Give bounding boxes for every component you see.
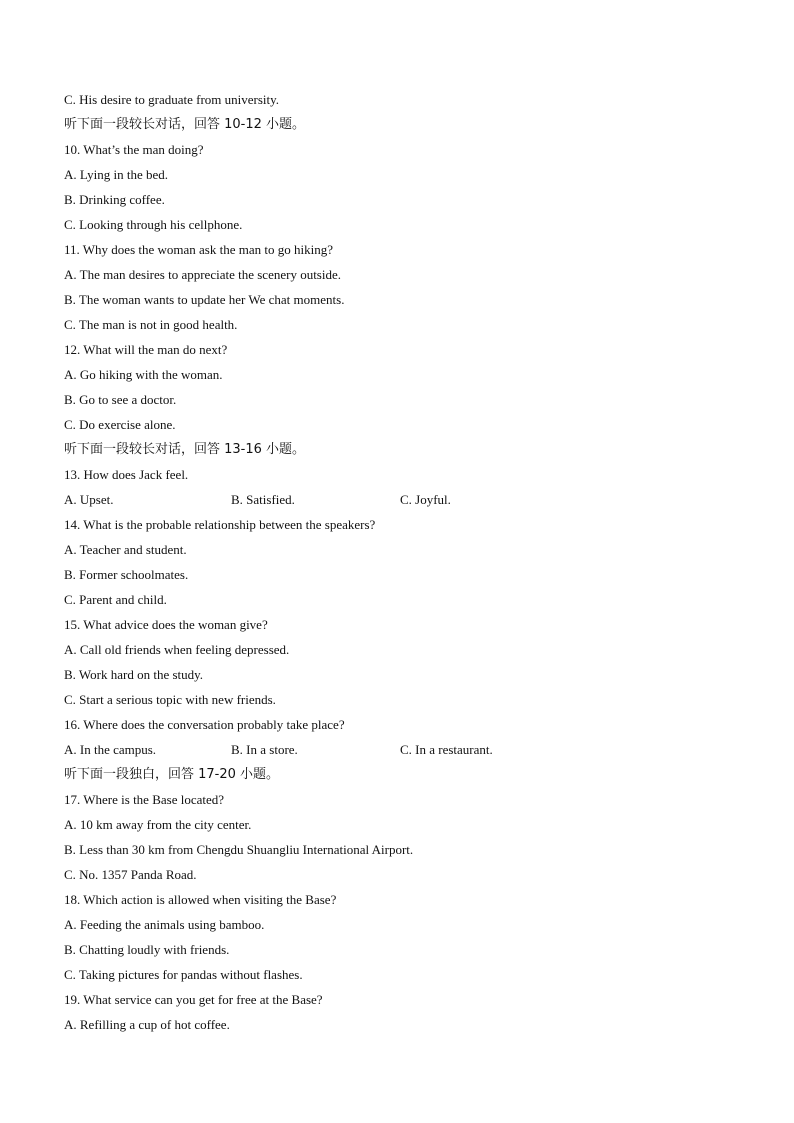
option-text: A. In the campus.: [64, 742, 157, 757]
option-text: B. Go to see a doctor.: [64, 392, 177, 407]
option-text: A. Lying in the bed.: [64, 167, 168, 182]
option-text: A. Refilling a cup of hot coffee.: [64, 1017, 230, 1032]
option-text: B. Work hard on the study.: [64, 667, 204, 682]
question-text: 13. How does Jack feel.: [64, 467, 189, 482]
option-text: B. Chatting loudly with friends.: [64, 942, 230, 957]
section-instruction: 听下面一段独白，回答 17-20 小题。: [64, 767, 280, 782]
option-text: A. Call old friends when feeling depressed.: [64, 642, 290, 657]
option-text: C. No. 1357 Panda Road.: [64, 867, 197, 882]
option-text: A. Upset.: [64, 492, 114, 507]
option-text: A. Teacher and student.: [64, 542, 187, 557]
option-text: C. Joyful.: [400, 492, 451, 507]
section-instruction: 听下面一段较长对话，回答 10-12 小题。: [64, 117, 306, 132]
question-text: 12. What will the man do next?: [64, 342, 228, 357]
option-row: [64, 737, 744, 762]
question-text: 14. What is the probable relationship between the speakers?: [64, 517, 376, 532]
option-text: C. His desire to graduate from university.: [64, 92, 280, 107]
exam-text-body: [64, 87, 744, 1037]
option-text: A. 10 km away from the city center.: [64, 817, 252, 832]
question-text: 18. Which action is allowed when visiting the Base?: [64, 892, 337, 907]
option-text: C. Start a serious topic with new friends.: [64, 692, 276, 707]
question-text: 15. What advice does the woman give?: [64, 617, 268, 632]
option-text: B. The woman wants to update her We chat moments.: [64, 292, 345, 307]
option-text: C. In a restaurant.: [400, 742, 493, 757]
option-text: A. Feeding the animals using bamboo.: [64, 917, 265, 932]
section-instruction: 听下面一段较长对话，回答 13-16 小题。: [64, 442, 306, 457]
option-text: C. Do exercise alone.: [64, 417, 176, 432]
option-text: B. In a store.: [231, 742, 298, 757]
option-text: C. Looking through his cellphone.: [64, 217, 243, 232]
option-text: C. Taking pictures for pandas without flashes.: [64, 967, 303, 982]
option-text: B. Less than 30 km from Chengdu Shuangliu International Airport.: [64, 842, 414, 857]
option-text: A. The man desires to appreciate the scenery outside.: [64, 267, 341, 282]
option-text: B. Drinking coffee.: [64, 192, 165, 207]
question-text: 16. Where does the conversation probably take place?: [64, 717, 345, 732]
option-text: A. Go hiking with the woman.: [64, 367, 223, 382]
question-text: 17. Where is the Base located?: [64, 792, 225, 807]
question-text: 19. What service can you get for free at the Base?: [64, 992, 323, 1007]
option-text: C. Parent and child.: [64, 592, 167, 607]
option-text: C. The man is not in good health.: [64, 317, 238, 332]
question-text: 10. What’s the man doing?: [64, 142, 204, 157]
question-text: 11. Why does the woman ask the man to go hiking?: [64, 242, 333, 257]
option-row: [64, 487, 744, 512]
option-text: B. Satisfied.: [231, 492, 295, 507]
option-text: B. Former schoolmates.: [64, 567, 189, 582]
